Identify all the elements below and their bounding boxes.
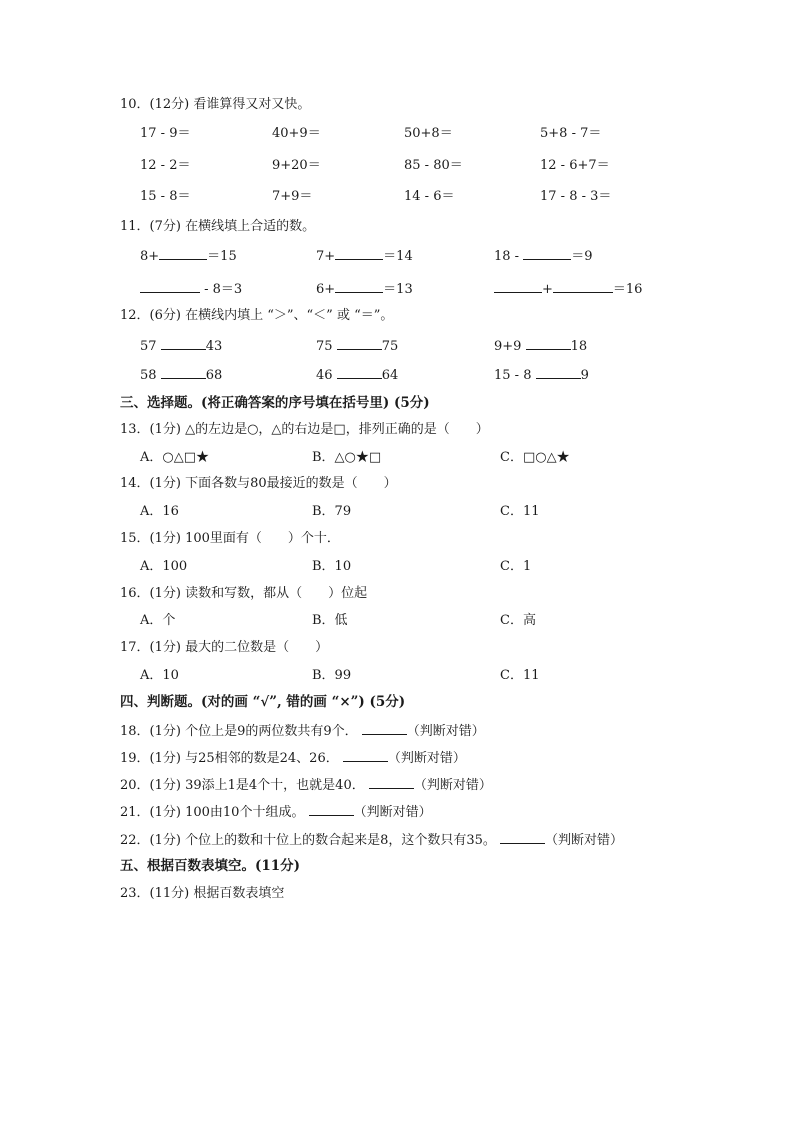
q10-stem: 10．(12分) 看谁算得又对又快。 (120, 97, 311, 112)
q11-item (494, 279, 642, 299)
choice-stem: 13．(1分) △的左边是○，△的右边是□，排列正确的是（ ） (120, 422, 489, 437)
q11-expr-post: - 8＝3 (200, 282, 243, 297)
compare-blank[interactable] (526, 336, 571, 350)
answer-blank[interactable] (159, 246, 207, 260)
q11-expr-mid: + (542, 282, 553, 297)
q12-left: 15 - 8 (494, 368, 536, 383)
q12-item (140, 365, 222, 385)
section-heading-hundred-chart: 五、根据百数表填空。(11分) (120, 858, 301, 874)
q23-stem: 23．(11分) 根据百数表填空 (120, 886, 285, 901)
q11-item (316, 279, 413, 299)
section-heading-judge: 四、判断题。(对的画 “√”, 错的画 “×”) (5分) (120, 694, 406, 710)
q10-item: 12 - 2＝ (140, 158, 191, 173)
q11-expr-post: ＝14 (383, 249, 413, 264)
q12-right: 43 (205, 339, 223, 354)
choice-option-a[interactable]: A．10 (140, 668, 179, 683)
q10-item: 5+8 - 7＝ (540, 126, 602, 141)
judge-text: 21．(1分) 100由10个十组成。 (120, 805, 305, 820)
judge-item (120, 721, 485, 741)
answer-blank[interactable] (140, 279, 200, 293)
q11-expr-post: ＝16 (612, 282, 643, 297)
q11-item (494, 246, 592, 266)
q12-item (140, 336, 222, 356)
q12-right: 75 (381, 339, 399, 354)
judge-text: 22．(1分) 个位上的数和十位上的数合起来是8，这个数只有35。 (120, 833, 496, 848)
q11-item (140, 279, 242, 299)
q12-item (494, 336, 587, 356)
choice-option-a[interactable]: A．个 (140, 613, 176, 628)
compare-blank[interactable] (536, 365, 581, 379)
q11-expr-post: ＝9 (571, 249, 593, 264)
section-heading-choice: 三、选择题。(将正确答案的序号填在括号里) (5分) (120, 395, 430, 411)
choice-stem: 16．(1分) 读数和写数，都从（ ）位起 (120, 586, 368, 601)
q12-right: 68 (205, 368, 223, 383)
q11-expr-pre: 8+ (140, 249, 160, 264)
q10-item: 17 - 9＝ (140, 126, 191, 141)
q10-item: 40+9＝ (272, 126, 321, 141)
q11-expr-pre: 18 - (494, 249, 524, 264)
q12-right: 64 (381, 368, 399, 383)
q12-item (494, 365, 589, 385)
judge-blank[interactable] (343, 748, 388, 762)
choice-option-b[interactable]: B．低 (312, 613, 348, 628)
compare-blank[interactable] (161, 336, 206, 350)
q10-item: 17 - 8 - 3＝ (540, 189, 612, 204)
q12-left: 75 (316, 339, 337, 354)
choice-stem: 15．(1分) 100里面有（ ）个十． (120, 531, 340, 546)
judge-item (120, 802, 432, 822)
judge-blank[interactable] (500, 830, 545, 844)
q10-item: 14 - 6＝ (404, 189, 455, 204)
q12-item (316, 336, 398, 356)
choice-stem: 17．(1分) 最大的二位数是（ ） (120, 640, 329, 655)
q11-stem: 11．(7分) 在横线填上合适的数。 (120, 219, 316, 234)
compare-blank[interactable] (337, 336, 382, 350)
judge-text: 19．(1分) 与25相邻的数是24、26． (120, 751, 339, 766)
q12-right: 18 (570, 339, 588, 354)
answer-blank[interactable] (523, 246, 571, 260)
answer-blank[interactable] (494, 279, 542, 293)
choice-option-c[interactable]: C．11 (500, 668, 540, 683)
choice-option-c[interactable]: C．□○△★ (500, 450, 570, 465)
q12-left: 58 (140, 368, 161, 383)
judge-blank[interactable] (369, 775, 414, 789)
q12-left: 46 (316, 368, 337, 383)
judge-suffix: （判断对错） (387, 751, 466, 766)
choice-option-a[interactable]: A．16 (140, 504, 179, 519)
compare-blank[interactable] (337, 365, 382, 379)
judge-blank[interactable] (362, 721, 407, 735)
answer-blank[interactable] (335, 279, 383, 293)
judge-item (120, 748, 466, 768)
judge-suffix: （判断对错） (413, 778, 492, 793)
choice-option-b[interactable]: B．△○★□ (312, 450, 382, 465)
q10-item: 85 - 80＝ (404, 158, 463, 173)
q11-expr-post: ＝13 (383, 282, 413, 297)
choice-option-b[interactable]: B．99 (312, 668, 352, 683)
judge-item (120, 830, 623, 850)
q11-item (140, 246, 237, 266)
q10-item: 12 - 6+7＝ (540, 158, 610, 173)
choice-option-c[interactable]: C．11 (500, 504, 540, 519)
choice-option-a[interactable]: A．○△□★ (140, 450, 210, 465)
choice-option-a[interactable]: A．100 (140, 559, 188, 574)
judge-blank[interactable] (309, 802, 354, 816)
answer-blank[interactable] (553, 279, 613, 293)
judge-text: 20．(1分) 39添上1是4个十，也就是40． (120, 778, 365, 793)
judge-text: 18．(1分) 个位上是9的两位数共有9个． (120, 724, 358, 739)
compare-blank[interactable] (161, 365, 206, 379)
q12-stem: 12．(6分) 在横线内填上 “＞”、“＜” 或 “＝”。 (120, 308, 394, 323)
q11-expr-pre: 6+ (316, 282, 336, 297)
choice-option-b[interactable]: B．79 (312, 504, 352, 519)
q12-left: 9+9 (494, 339, 526, 354)
choice-option-c[interactable]: C．1 (500, 559, 532, 574)
q12-right: 9 (580, 368, 589, 383)
q11-expr-pre: 7+ (316, 249, 336, 264)
choice-stem: 14．(1分) 下面各数与80最接近的数是（ ） (120, 476, 397, 491)
q10-item: 15 - 8＝ (140, 189, 191, 204)
q12-left: 57 (140, 339, 161, 354)
q10-item: 7+9＝ (272, 189, 313, 204)
choice-option-c[interactable]: C．高 (500, 613, 536, 628)
choice-option-b[interactable]: B．10 (312, 559, 352, 574)
judge-suffix: （判断对错） (406, 724, 485, 739)
judge-item (120, 775, 492, 795)
q11-item (316, 246, 413, 266)
judge-suffix: （判断对错） (545, 833, 624, 848)
q10-item: 9+20＝ (272, 158, 321, 173)
q10-item: 50+8＝ (404, 126, 453, 141)
answer-blank[interactable] (335, 246, 383, 260)
judge-suffix: （判断对错） (353, 805, 432, 820)
q11-expr-post: ＝15 (207, 249, 237, 264)
q12-item (316, 365, 398, 385)
